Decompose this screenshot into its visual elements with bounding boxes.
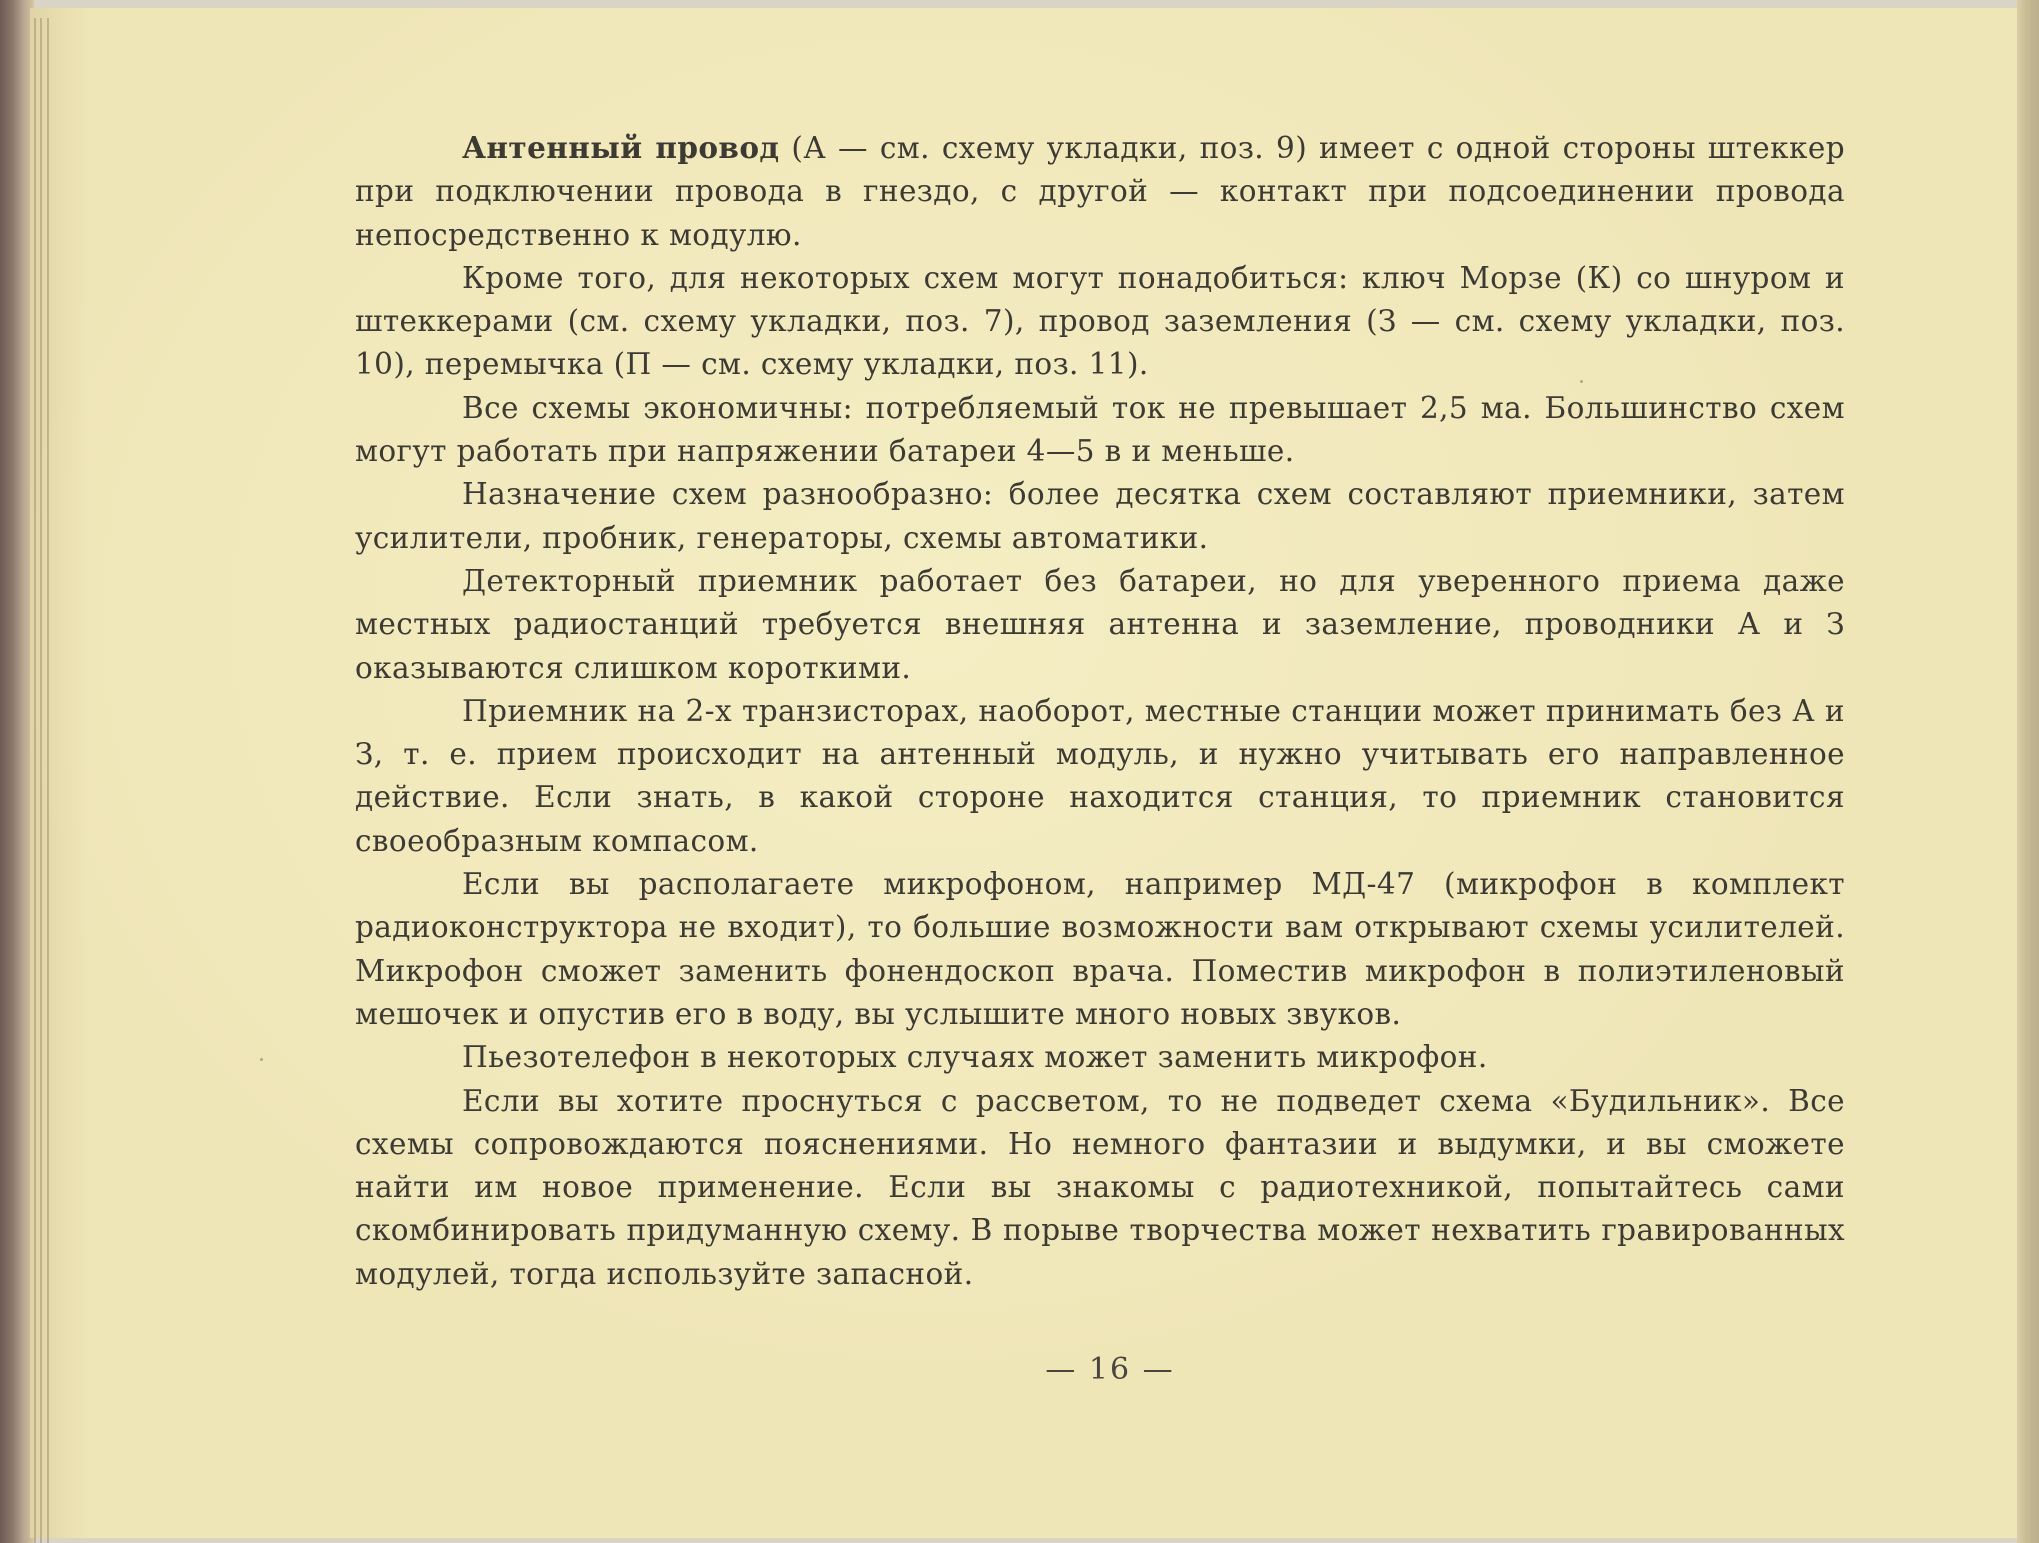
paragraph: Назначение схем разнообразно: более десятка схем составляют приемники, затем усилители, пробник, генераторы, схемы автоматики. <box>355 477 1845 555</box>
paragraph: Детекторный приемник работает без батареи, но для уверенного приема даже местных радиостанций требуется внешняя антенна и заземление, проводники А и З оказываются слишком короткими. <box>355 563 1845 685</box>
page-stack-edge <box>2017 0 2039 1543</box>
paragraph: Пьезотелефон в некоторых случаях может заменить микрофон. <box>462 1040 1488 1075</box>
book-binding <box>0 0 34 1543</box>
paragraph: Все схемы экономичны: потребляемый ток не превышает 2,5 ма. Большинство схем могут работать при напряжении батареи 4—5 в и меньше. <box>355 390 1845 469</box>
paragraph: Приемник на 2-х транзисторах, наоборот, местные станции может принимать без А и З, т. е. прием происходит на антенный модуль, и нужно учитывать его направленное действие. Если знать, в какой стороне находится станция, то приемник становится своеобразным компасом. <box>355 693 1845 858</box>
page-edge <box>34 18 36 1543</box>
paragraph-text: (А — см. схему укладки, поз. 9) имеет с одной стороны штеккер при подключении провода в гнездо, с другой — контакт при подсоединении провода непосредственно к модулю. <box>355 131 1845 252</box>
paper-speck <box>260 1058 263 1061</box>
paragraph: Если вы хотите проснуться с рассветом, то не подведет схема «Будильник». Все схемы сопровождаются пояснениями. Но немного фантазии и выдумки, и вы сможете найти им новое применение. Если вы знакомы с радиотехникой, попытайтесь сами скомбинировать придуманную схему. В порыве творчества может нехватить гравированных модулей, тогда используйте запасной. <box>355 1083 1845 1291</box>
term-heading: Антенный провод <box>462 130 780 165</box>
body-text <box>355 126 1845 1296</box>
page-edge <box>47 18 49 1543</box>
page-edge <box>40 18 42 1543</box>
paragraph <box>355 126 1845 257</box>
paragraph: Кроме того, для некоторых схем могут понадобиться: ключ Морзе (К) со шнуром и штеккерами (см. схему укладки, поз. 7), провод заземления (З — см. схему укладки, поз. 10), перемычка (П — см. схему укладки, поз. 11). <box>355 260 1845 382</box>
paragraph: Если вы располагаете микрофоном, например МД-47 (микрофон в комплект радиоконструктора не входит), то большие возможности вам открывают схемы усилителей. Микрофон сможет заменить фонендоскоп врача. Поместив микрофон в полиэтиленовый мешочек и опустив его в воду, вы услышите много новых звуков. <box>355 867 1845 1031</box>
page-number: — 16 — <box>1045 1352 1175 1387</box>
